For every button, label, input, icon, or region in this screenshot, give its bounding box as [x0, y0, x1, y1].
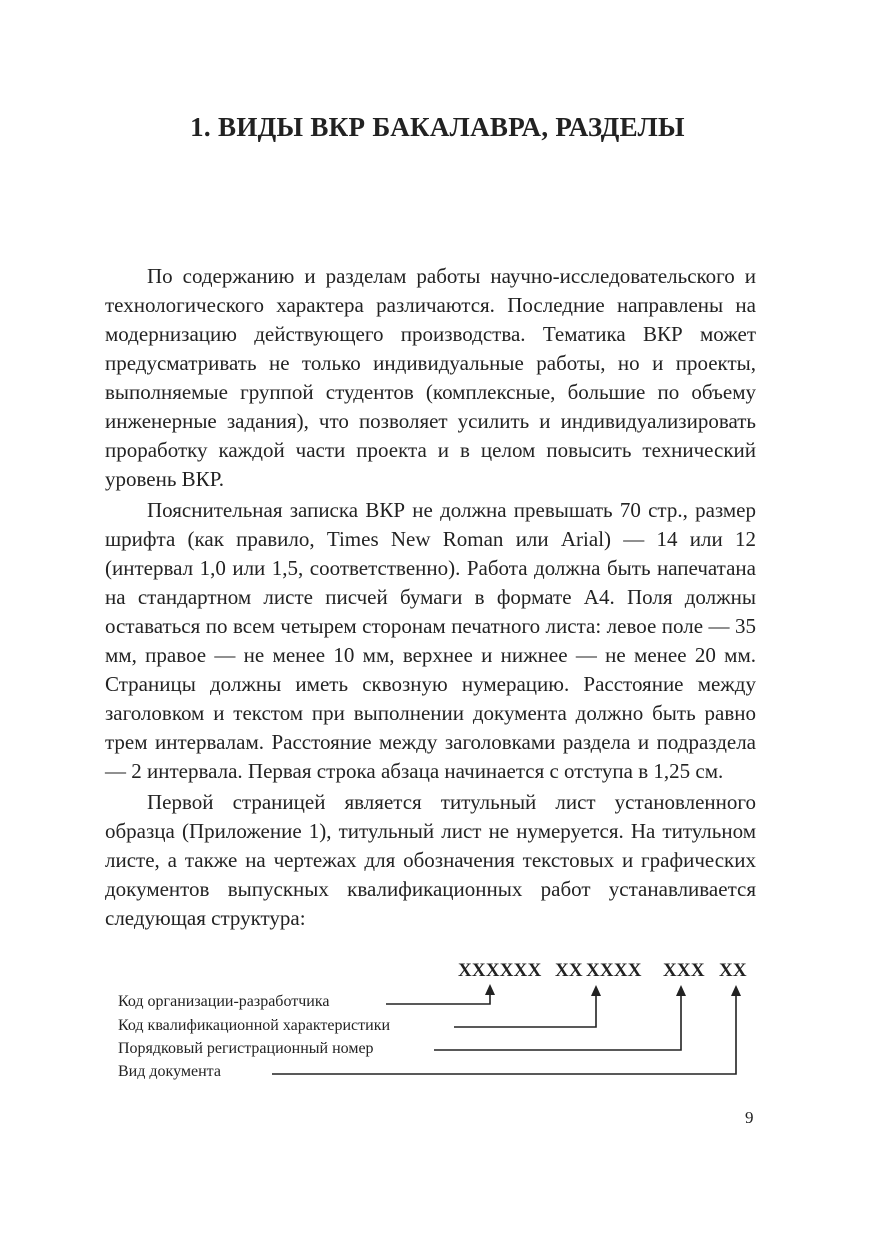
- arrow-head-icon: [731, 985, 741, 996]
- connector-registration: [434, 993, 681, 1050]
- paragraph-1: По содержанию и разделам работы научно-исследовательского и технологического характера различаются. Последние направлены на модернизацию действующего производства. Тематика ВКР может предусматривать не только индивидуальные работы, но и проекты, выполняемые группой студентов (комплексные, большие по объему инженерные задания), что позволяет усилить и индивидуализировать проработку каждой части проекта и в целом повысить технический уровень ВКР.: [105, 264, 756, 491]
- legend-qualification-code: Код квалификационной характеристики: [118, 1017, 391, 1034]
- page-number: 9: [745, 1108, 754, 1127]
- code-group-doctype-a: XXX: [663, 960, 705, 981]
- arrow-head-icon: [676, 985, 686, 996]
- legend-document-type: Вид документа: [118, 1063, 221, 1080]
- code-group-qualification: XX: [555, 960, 583, 981]
- code-group-number: XXXX: [586, 960, 642, 981]
- legend-registration-number: Порядковый регистрационный номер: [118, 1040, 374, 1057]
- arrow-head-icon: [591, 985, 601, 996]
- connector-qualification: [454, 993, 596, 1027]
- code-group-doctype-b: XX: [719, 960, 747, 981]
- arrow-head-icon: [485, 984, 495, 995]
- page-title: 1. ВИДЫ ВКР БАКАЛАВРА, РАЗДЕЛЫ: [190, 112, 685, 142]
- legend-organization-code: Код организации-разработчика: [118, 993, 330, 1010]
- paragraph-3: Первой страницей является титульный лист установленного образца (Приложение 1), титульный лист не нумеруется. На титульном листе, а также на чертежах для обозначения текстовых и графических документов выпускных квалификационных работ устанавливается следующая структура:: [105, 790, 756, 930]
- body-text: [105, 262, 756, 933]
- paragraph-2: Пояснительная записка ВКР не должна превышать 70 стр., размер шрифта (как правило, Times New Roman или Arial) — 14 или 12 (интервал 1,0 или 1,5, соответственно). Работа должна быть напечатана на стандартном листе писчей бумаги в формате А4. Поля должны оставаться по всем четырем сторонам печатного листа: левое поле — 35 мм, правое — не менее 10 мм, верхнее и нижнее — не менее 20 мм. Страницы должны иметь сквозную нумерацию. Расстояние между заголовком и текстом при выполнении документа должно быть равно трем интервалам. Расстояние между заголовками раздела и подраздела — 2 интервала. Первая строка абзаца начинается с отступа в 1,25 см.: [105, 498, 756, 783]
- connector-organization: [386, 992, 490, 1004]
- code-group-organization: XXXXXX: [458, 960, 542, 981]
